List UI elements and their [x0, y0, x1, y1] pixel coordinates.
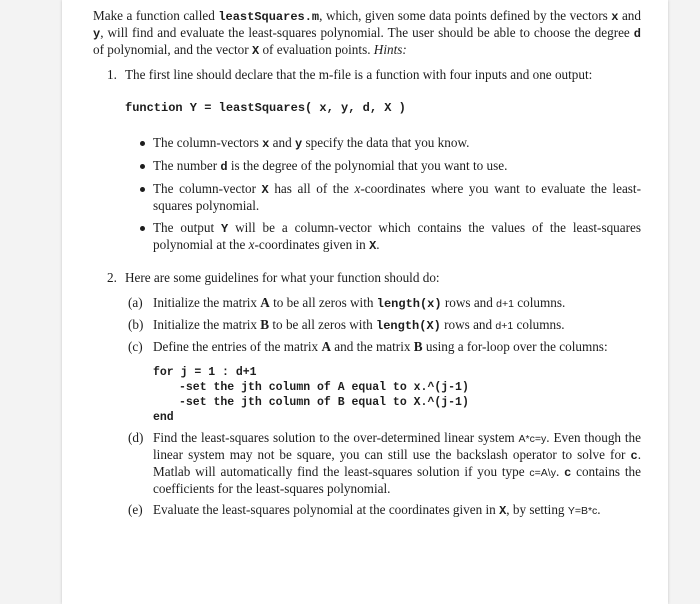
- text: . Even though the linear system may not be square, you can still use the backslash operator to solve for: [153, 430, 641, 462]
- intro-text: Make a function called: [93, 8, 219, 23]
- code-line: -set the jth column of B equal to X.^(j-1): [179, 396, 469, 409]
- text: .: [597, 502, 601, 517]
- code-line: end: [153, 411, 174, 424]
- text: The column-vector: [153, 181, 262, 196]
- var-X: X: [369, 239, 377, 253]
- sub-item-b: [128, 317, 641, 334]
- text: and: [269, 135, 295, 150]
- text: , by setting: [506, 502, 568, 517]
- var-x: x: [611, 10, 619, 24]
- bullet-list: [93, 135, 641, 254]
- math-x: x: [354, 181, 361, 196]
- text: Initialize the matrix: [153, 317, 261, 332]
- math-x: x: [248, 237, 255, 252]
- list-item-2: [93, 270, 641, 286]
- text: and the matrix: [330, 339, 414, 354]
- bullet-item: [153, 158, 641, 175]
- intro-text: of evaluation points.: [259, 42, 374, 57]
- sub-item-d: [128, 430, 641, 497]
- text: will be a column-vector which contains the values of the least-squares polynomial at the: [153, 220, 641, 252]
- matrix-B: B: [260, 317, 270, 332]
- text: The output: [153, 220, 222, 235]
- text: is the degree of the polynomial that you want to use.: [227, 158, 508, 173]
- matrix-B: B: [413, 339, 423, 354]
- var-y: y: [294, 137, 303, 151]
- list-item-1: [93, 67, 641, 83]
- code-line: -set the jth column of A equal to x.^(j-1): [179, 381, 469, 394]
- text: specify the data that you know.: [302, 135, 470, 150]
- var-c: c: [630, 449, 638, 463]
- intro-text: of polynomial, and the vector: [93, 42, 252, 57]
- var-X: X: [261, 183, 269, 197]
- sub-item-c: [128, 339, 641, 425]
- text: -coordinates given in: [254, 237, 370, 252]
- document-content: [93, 8, 641, 524]
- text: . Matlab will automatically find the least-squares solution if you type: [153, 447, 641, 479]
- code-length-X: length(X): [376, 319, 441, 333]
- text: Evaluate the least-squares polynomial at the coordinates given in: [153, 502, 500, 517]
- code-length-x: length(x): [376, 297, 442, 311]
- item-2-text: Here are some guidelines for what your function should do:: [125, 270, 440, 285]
- item-number: 1.: [107, 67, 117, 82]
- text: to be all zeros with: [269, 295, 377, 310]
- var-d: d: [633, 27, 641, 41]
- for-loop-code: [153, 365, 641, 425]
- signature-code: function Y = leastSquares( x, y, d, X ): [125, 101, 406, 115]
- var-X: X: [251, 44, 260, 58]
- bullet-item: [153, 220, 641, 254]
- code-line: for j = 1 : d+1: [153, 366, 257, 379]
- text: .: [376, 237, 380, 252]
- sub-label: (c): [128, 339, 143, 354]
- matrix-A: A: [321, 339, 331, 354]
- text: columns.: [513, 317, 565, 332]
- intro-text: , which, given some data points defined by the vectors: [319, 8, 612, 23]
- text: Find the least-squares solution to the over-determined linear system: [153, 430, 519, 445]
- item-number: 2.: [107, 270, 117, 285]
- intro-paragraph: [93, 8, 641, 59]
- text: The number: [153, 158, 221, 173]
- function-signature: [93, 99, 641, 116]
- text: rows and: [440, 317, 496, 332]
- hints-label: Hints:: [373, 42, 407, 57]
- text: contains the coefficients for the least-squares polynomial.: [153, 464, 641, 496]
- var-d: d: [220, 160, 228, 174]
- sub-label: (b): [128, 317, 144, 332]
- sub-label: (d): [128, 430, 144, 445]
- sub-label: (e): [128, 502, 143, 517]
- code-backslash: c=A\y: [529, 467, 556, 479]
- sub-item-e: [128, 502, 641, 519]
- bullet-item: [153, 135, 641, 152]
- text: Define the entries of the matrix: [153, 339, 322, 354]
- text: rows and: [441, 295, 497, 310]
- code-evaluate: Y=B*c: [567, 505, 598, 517]
- matrix-A: A: [260, 295, 270, 310]
- var-X: X: [499, 504, 507, 518]
- text: has all of the: [268, 181, 355, 196]
- text: using a for-loop over the columns:: [422, 339, 608, 354]
- text: to be all zeros with: [269, 317, 377, 332]
- var-c: c: [564, 466, 572, 480]
- bullet-item: [153, 181, 641, 214]
- var-x: x: [262, 137, 270, 151]
- text: Initialize the matrix: [153, 295, 261, 310]
- text: columns.: [513, 295, 566, 310]
- sub-item-a: [128, 295, 641, 312]
- var-y: y: [93, 27, 101, 41]
- sub-list: [93, 295, 641, 519]
- text: -coordinates where you want to evaluate the least-squares polynomial.: [153, 181, 641, 213]
- item-1-text: The first line should declare that the m-file is a function with four inputs and one output:: [125, 67, 593, 82]
- code-d-plus-1: d+1: [496, 298, 514, 310]
- text: .: [555, 464, 565, 479]
- code-d-plus-1: d+1: [495, 320, 514, 332]
- text: The column-vectors: [153, 135, 263, 150]
- document-page: [62, 0, 668, 604]
- intro-text: , will find and evaluate the least-squares polynomial. The user should be able to choose the degree: [100, 25, 634, 40]
- filename: leastSquares.m: [218, 10, 320, 24]
- sub-label: (a): [128, 295, 143, 310]
- var-Y: Y: [221, 222, 229, 236]
- intro-text: and: [618, 8, 641, 23]
- code-equation: A*c=y: [518, 433, 547, 445]
